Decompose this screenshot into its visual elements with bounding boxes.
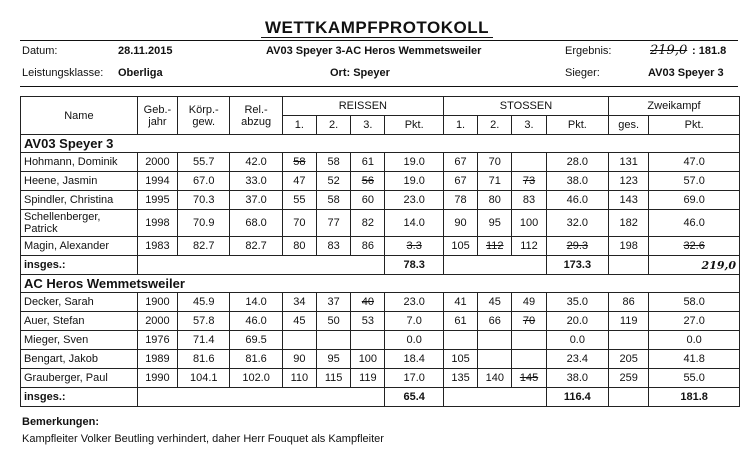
cell-name: Grauberger, Paul [21,369,138,388]
cell-ges: 205 [609,350,649,369]
cell-kg: 82.7 [178,237,230,256]
cell-sp: 32.0 [546,210,608,237]
cell-rp: 14.0 [385,210,443,237]
cell-r3: 61 [351,153,385,172]
document-title: WETTKAMPFPROTOKOLL [0,18,754,38]
results-table [20,96,740,407]
insges-label: insges.: [21,388,138,407]
cell-ges: 198 [609,237,649,256]
team-header-row [21,275,740,293]
total-spacer [443,256,546,275]
cell-s3 [512,331,546,350]
col-zweikampf: Zweikampf [609,97,740,116]
datum-value: 28.11.2015 [118,45,173,57]
cell-rel: 81.6 [230,350,282,369]
col-r3: 3. [351,116,385,135]
total-stossen: 116.4 [546,388,608,407]
cell-sp: 20.0 [546,312,608,331]
cell-s2: 80 [478,191,512,210]
cell-rel: 46.0 [230,312,282,331]
cell-r3: 56 [351,172,385,191]
col-rpkt: Pkt. [385,116,443,135]
cell-geb: 1994 [137,172,177,191]
cell-sp: 38.0 [546,172,608,191]
cell-s2 [478,331,512,350]
datum-label: Datum: [22,45,58,57]
cell-s3: 83 [512,191,546,210]
cell-rp: 19.0 [385,153,443,172]
cell-kg: 67.0 [178,172,230,191]
cell-name: Mieger, Sven [21,331,138,350]
cell-rel: 69.5 [230,331,282,350]
cell-rel: 14.0 [230,293,282,312]
cell-geb: 1989 [137,350,177,369]
cell-r2: 50 [317,312,351,331]
col-r1: 1. [282,116,316,135]
cell-r3: 86 [351,237,385,256]
cell-s3 [512,350,546,369]
cell-kg: 104.1 [178,369,230,388]
cell-r3: 100 [351,350,385,369]
klasse-value: Oberliga [118,67,163,79]
col-r2: 2. [317,116,351,135]
ergebnis-label: Ergebnis: [565,45,612,57]
athlete-row [21,210,740,237]
cell-s1: 67 [443,172,477,191]
sieger-label: Sieger: [565,67,600,79]
cell-r1 [282,331,316,350]
cell-s3: 100 [512,210,546,237]
cell-name: Decker, Sarah [21,293,138,312]
insges-label: insges.: [21,256,138,275]
ergebnis-value: : 181.8 [692,45,727,57]
cell-s1: 135 [443,369,477,388]
cell-s2: 71 [478,172,512,191]
cell-name: Magin, Alexander [21,237,138,256]
cell-geb: 1990 [137,369,177,388]
col-rel: Rel.-abzug [230,97,282,135]
cell-kg: 70.3 [178,191,230,210]
col-geb: Geb.-jahr [137,97,177,135]
col-s3: 3. [512,116,546,135]
cell-r2: 83 [317,237,351,256]
remarks-text: Kampfleiter Volker Beutling verhindert, daher Herr Fouquet als Kampfleiter [22,433,384,445]
cell-sp: 38.0 [546,369,608,388]
col-stossen: STOSSEN [443,97,608,116]
cell-zp: 58.0 [649,293,740,312]
cell-s2: 95 [478,210,512,237]
cell-s3: 70 [512,312,546,331]
cell-sp: 0.0 [546,331,608,350]
cell-rel: 33.0 [230,172,282,191]
team-name: AC Heros Wemmetsweiler [21,275,740,293]
cell-r2 [317,331,351,350]
total-reissen: 78.3 [385,256,443,275]
ergebnis-handwritten: 219,0 [650,43,688,58]
total-spacer [609,256,649,275]
cell-zp: 47.0 [649,153,740,172]
header-top-rule [20,40,738,41]
cell-r2: 58 [317,153,351,172]
cell-r1: 55 [282,191,316,210]
cell-r1: 90 [282,350,316,369]
cell-s1: 105 [443,237,477,256]
total-spacer [137,388,385,407]
cell-rel: 68.0 [230,210,282,237]
cell-r2: 77 [317,210,351,237]
cell-geb: 1998 [137,210,177,237]
cell-r3: 82 [351,210,385,237]
cell-s3: 73 [512,172,546,191]
cell-name: Schellenberger, Patrick [21,210,138,237]
athlete-row [21,350,740,369]
total-spacer [137,256,385,275]
cell-kg: 70.9 [178,210,230,237]
remarks-title: Bemerkungen: [22,416,100,428]
cell-zp: 69.0 [649,191,740,210]
cell-r1: 47 [282,172,316,191]
cell-ges: 123 [609,172,649,191]
cell-s2: 45 [478,293,512,312]
header-bottom-rule [20,86,738,87]
cell-s3: 49 [512,293,546,312]
total-zweikampf: 181.8 [649,388,740,407]
cell-geb: 2000 [137,312,177,331]
cell-geb: 1976 [137,331,177,350]
cell-s2 [478,350,512,369]
cell-ges: 182 [609,210,649,237]
cell-r3: 40 [351,293,385,312]
cell-rel: 42.0 [230,153,282,172]
klasse-label: Leistungsklasse: [22,67,104,79]
cell-r2: 52 [317,172,351,191]
cell-ges: 86 [609,293,649,312]
total-spacer [443,388,546,407]
cell-r1: 34 [282,293,316,312]
athlete-row [21,191,740,210]
cell-kg: 81.6 [178,350,230,369]
col-reissen: REISSEN [282,97,443,116]
col-zpkt: Pkt. [649,116,740,135]
athlete-row [21,312,740,331]
cell-r3: 53 [351,312,385,331]
cell-zp: 57.0 [649,172,740,191]
cell-zp: 32.6 [649,237,740,256]
cell-s1: 67 [443,153,477,172]
cell-s1 [443,331,477,350]
cell-r2: 58 [317,191,351,210]
cell-s2: 66 [478,312,512,331]
cell-ges: 259 [609,369,649,388]
col-name: Name [21,97,138,135]
cell-sp: 35.0 [546,293,608,312]
cell-rp: 23.0 [385,293,443,312]
team-total-row [21,256,740,275]
cell-rel: 37.0 [230,191,282,210]
cell-s2: 70 [478,153,512,172]
cell-r2: 37 [317,293,351,312]
cell-kg: 71.4 [178,331,230,350]
cell-s1: 41 [443,293,477,312]
cell-s3: 145 [512,369,546,388]
athlete-row [21,172,740,191]
cell-zp: 55.0 [649,369,740,388]
teams-body [21,135,740,407]
athlete-row [21,331,740,350]
cell-rp: 3.3 [385,237,443,256]
match-title: AV03 Speyer 3-AC Heros Wemmetsweiler [266,45,482,57]
total-zweikampf: 219,0 [649,256,740,275]
cell-geb: 1983 [137,237,177,256]
cell-rp: 0.0 [385,331,443,350]
cell-kg: 55.7 [178,153,230,172]
athlete-row [21,293,740,312]
cell-s3: 112 [512,237,546,256]
cell-ges: 131 [609,153,649,172]
cell-r2: 115 [317,369,351,388]
col-kgew: Körp.-gew. [178,97,230,135]
athlete-row [21,153,740,172]
cell-rel: 82.7 [230,237,282,256]
cell-name: Auer, Stefan [21,312,138,331]
cell-name: Heene, Jasmin [21,172,138,191]
cell-r1: 70 [282,210,316,237]
cell-rp: 19.0 [385,172,443,191]
cell-sp: 23.4 [546,350,608,369]
cell-s1: 105 [443,350,477,369]
cell-r1: 58 [282,153,316,172]
cell-geb: 1995 [137,191,177,210]
total-stossen: 173.3 [546,256,608,275]
cell-zp: 41.8 [649,350,740,369]
cell-name: Hohmann, Dominik [21,153,138,172]
cell-s2: 112 [478,237,512,256]
cell-name: Bengart, Jakob [21,350,138,369]
cell-geb: 2000 [137,153,177,172]
cell-s1: 61 [443,312,477,331]
cell-sp: 28.0 [546,153,608,172]
cell-s3 [512,153,546,172]
cell-zp: 46.0 [649,210,740,237]
cell-r1: 80 [282,237,316,256]
cell-r3: 119 [351,369,385,388]
col-s1: 1. [443,116,477,135]
cell-s1: 78 [443,191,477,210]
cell-rp: 7.0 [385,312,443,331]
cell-sp: 29.3 [546,237,608,256]
cell-r1: 110 [282,369,316,388]
cell-ges: 119 [609,312,649,331]
cell-s1: 90 [443,210,477,237]
cell-r3: 60 [351,191,385,210]
cell-r2: 95 [317,350,351,369]
cell-rp: 18.4 [385,350,443,369]
cell-r3 [351,331,385,350]
cell-kg: 57.8 [178,312,230,331]
cell-zp: 0.0 [649,331,740,350]
col-ges: ges. [609,116,649,135]
cell-rel: 102.0 [230,369,282,388]
cell-sp: 46.0 [546,191,608,210]
cell-ges [609,331,649,350]
cell-kg: 45.9 [178,293,230,312]
ort: Ort: Speyer [330,67,390,79]
athlete-row [21,237,740,256]
cell-s2: 140 [478,369,512,388]
team-name: AV03 Speyer 3 [21,135,740,153]
cell-ges: 143 [609,191,649,210]
cell-rp: 17.0 [385,369,443,388]
col-spkt: Pkt. [546,116,608,135]
cell-geb: 1900 [137,293,177,312]
total-reissen: 65.4 [385,388,443,407]
cell-zp: 27.0 [649,312,740,331]
cell-rp: 23.0 [385,191,443,210]
team-header-row [21,135,740,153]
team-total-row [21,388,740,407]
athlete-row [21,369,740,388]
total-spacer [609,388,649,407]
cell-r1: 45 [282,312,316,331]
cell-name: Spindler, Christina [21,191,138,210]
col-s2: 2. [478,116,512,135]
sieger-value: AV03 Speyer 3 [648,67,724,79]
